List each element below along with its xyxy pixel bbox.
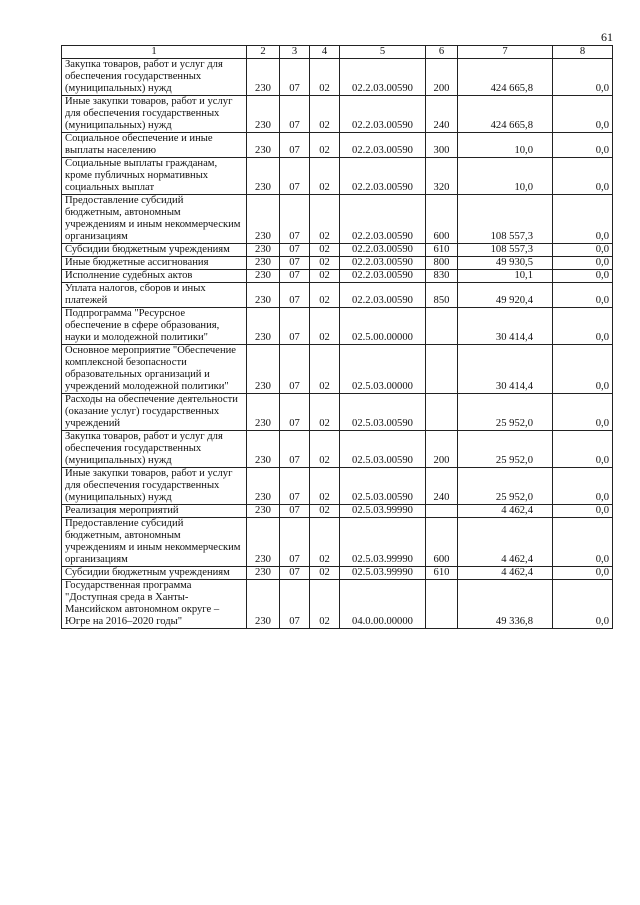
target-article-cell: 02.2.03.00590 <box>340 133 426 158</box>
amount-cell: 0,0 <box>553 505 613 518</box>
ministry-code-cell: 230 <box>247 195 280 244</box>
amount-cell: 0,0 <box>553 308 613 345</box>
header-cell: 4 <box>310 46 340 59</box>
header-cell: 6 <box>426 46 458 59</box>
item-name-cell: Иные закупки товаров, работ и услуг для обеспечения государственных (муниципальных) нужд <box>62 468 247 505</box>
section-code-cell: 07 <box>280 518 310 567</box>
target-article-cell: 02.2.03.00590 <box>340 244 426 257</box>
target-article-cell: 02.2.03.00590 <box>340 96 426 133</box>
expense-type-cell: 610 <box>426 244 458 257</box>
table-row <box>62 518 613 567</box>
section-code-cell: 07 <box>280 394 310 431</box>
subsection-code-cell: 02 <box>310 567 340 580</box>
item-name-cell: Государственная программа "Доступная среда в Ханты-Мансийском автономном округе – Югре на 2016–2020 годы" <box>62 580 247 629</box>
table-row <box>62 283 613 308</box>
table-row <box>62 345 613 394</box>
ministry-code-cell: 230 <box>247 580 280 629</box>
section-code-cell: 07 <box>280 244 310 257</box>
amount-cell: 4 462,4 <box>458 567 553 580</box>
subsection-code-cell: 02 <box>310 431 340 468</box>
item-name-cell: Основное мероприятие "Обеспечение комплексной безопасности образовательных организаций и учреждений молодежной политики" <box>62 345 247 394</box>
ministry-code-cell: 230 <box>247 308 280 345</box>
section-code-cell: 07 <box>280 567 310 580</box>
item-name-cell: Расходы на обеспечение деятельности (оказание услуг) государственных учреждений <box>62 394 247 431</box>
subsection-code-cell: 02 <box>310 59 340 96</box>
target-article-cell: 02.5.03.00590 <box>340 468 426 505</box>
target-article-cell: 02.2.03.00590 <box>340 195 426 244</box>
ministry-code-cell: 230 <box>247 244 280 257</box>
section-code-cell: 07 <box>280 59 310 96</box>
amount-cell: 0,0 <box>553 158 613 195</box>
amount-cell: 0,0 <box>553 133 613 158</box>
item-name-cell: Субсидии бюджетным учреждениям <box>62 567 247 580</box>
amount-cell: 0,0 <box>553 270 613 283</box>
subsection-code-cell: 02 <box>310 468 340 505</box>
expense-type-cell: 200 <box>426 59 458 96</box>
amount-cell: 0,0 <box>553 283 613 308</box>
amount-cell: 0,0 <box>553 468 613 505</box>
subsection-code-cell: 02 <box>310 283 340 308</box>
amount-cell: 424 665,8 <box>458 96 553 133</box>
amount-cell: 49 930,5 <box>458 257 553 270</box>
amount-cell: 10,1 <box>458 270 553 283</box>
header-row <box>62 46 613 59</box>
amount-cell: 25 952,0 <box>458 468 553 505</box>
expense-type-cell <box>426 505 458 518</box>
expense-type-cell: 610 <box>426 567 458 580</box>
target-article-cell: 02.5.03.00590 <box>340 431 426 468</box>
amount-cell: 25 952,0 <box>458 394 553 431</box>
ministry-code-cell: 230 <box>247 257 280 270</box>
section-code-cell: 07 <box>280 195 310 244</box>
target-article-cell: 02.2.03.00590 <box>340 59 426 96</box>
item-name-cell: Реализация мероприятий <box>62 505 247 518</box>
subsection-code-cell: 02 <box>310 270 340 283</box>
header-cell: 2 <box>247 46 280 59</box>
amount-cell: 0,0 <box>553 96 613 133</box>
expense-type-cell: 320 <box>426 158 458 195</box>
header-cell: 1 <box>62 46 247 59</box>
item-name-cell: Иные бюджетные ассигнования <box>62 257 247 270</box>
section-code-cell: 07 <box>280 133 310 158</box>
amount-cell: 108 557,3 <box>458 244 553 257</box>
item-name-cell: Иные закупки товаров, работ и услуг для обеспечения государственных (муниципальных) нужд <box>62 96 247 133</box>
ministry-code-cell: 230 <box>247 133 280 158</box>
target-article-cell: 02.5.03.99990 <box>340 505 426 518</box>
table-row <box>62 431 613 468</box>
item-name-cell: Социальное обеспечение и иные выплаты населению <box>62 133 247 158</box>
amount-cell: 30 414,4 <box>458 308 553 345</box>
subsection-code-cell: 02 <box>310 580 340 629</box>
table-row <box>62 195 613 244</box>
table-row <box>62 580 613 629</box>
ministry-code-cell: 230 <box>247 394 280 431</box>
expense-type-cell: 600 <box>426 518 458 567</box>
section-code-cell: 07 <box>280 270 310 283</box>
amount-cell: 0,0 <box>553 394 613 431</box>
item-name-cell: Исполнение судебных актов <box>62 270 247 283</box>
expense-type-cell: 800 <box>426 257 458 270</box>
subsection-code-cell: 02 <box>310 518 340 567</box>
amount-cell: 0,0 <box>553 567 613 580</box>
section-code-cell: 07 <box>280 345 310 394</box>
table-row <box>62 158 613 195</box>
expense-type-cell: 850 <box>426 283 458 308</box>
amount-cell: 4 462,4 <box>458 505 553 518</box>
item-name-cell: Подпрограмма "Ресурсное обеспечение в сфере образования, науки и молодежной политики" <box>62 308 247 345</box>
expense-type-cell <box>426 580 458 629</box>
target-article-cell: 04.0.00.00000 <box>340 580 426 629</box>
section-code-cell: 07 <box>280 257 310 270</box>
subsection-code-cell: 02 <box>310 257 340 270</box>
page-number: 61 <box>601 30 613 44</box>
table-row <box>62 505 613 518</box>
expense-type-cell: 240 <box>426 468 458 505</box>
header-cell: 5 <box>340 46 426 59</box>
ministry-code-cell: 230 <box>247 345 280 394</box>
table-row <box>62 567 613 580</box>
header-cell: 7 <box>458 46 553 59</box>
target-article-cell: 02.5.03.99990 <box>340 567 426 580</box>
subsection-code-cell: 02 <box>310 345 340 394</box>
item-name-cell: Предоставление субсидий бюджетным, автономным учреждениям и иным некоммерческим организациям <box>62 195 247 244</box>
amount-cell: 49 336,8 <box>458 580 553 629</box>
section-code-cell: 07 <box>280 431 310 468</box>
amount-cell: 108 557,3 <box>458 195 553 244</box>
amount-cell: 49 920,4 <box>458 283 553 308</box>
section-code-cell: 07 <box>280 505 310 518</box>
target-article-cell: 02.2.03.00590 <box>340 270 426 283</box>
target-article-cell: 02.5.03.99990 <box>340 518 426 567</box>
amount-cell: 0,0 <box>553 345 613 394</box>
expense-type-cell <box>426 308 458 345</box>
amount-cell: 30 414,4 <box>458 345 553 394</box>
section-code-cell: 07 <box>280 283 310 308</box>
table-row <box>62 96 613 133</box>
target-article-cell: 02.5.03.00000 <box>340 345 426 394</box>
header-cell: 8 <box>553 46 613 59</box>
ministry-code-cell: 230 <box>247 96 280 133</box>
ministry-code-cell: 230 <box>247 468 280 505</box>
subsection-code-cell: 02 <box>310 158 340 195</box>
ministry-code-cell: 230 <box>247 158 280 195</box>
expense-type-cell <box>426 345 458 394</box>
amount-cell: 424 665,8 <box>458 59 553 96</box>
section-code-cell: 07 <box>280 468 310 505</box>
amount-cell: 0,0 <box>553 59 613 96</box>
ministry-code-cell: 230 <box>247 283 280 308</box>
budget-table <box>61 45 613 629</box>
amount-cell: 10,0 <box>458 133 553 158</box>
item-name-cell: Закупка товаров, работ и услуг для обеспечения государственных (муниципальных) нужд <box>62 59 247 96</box>
amount-cell: 0,0 <box>553 257 613 270</box>
item-name-cell: Уплата налогов, сборов и иных платежей <box>62 283 247 308</box>
subsection-code-cell: 02 <box>310 133 340 158</box>
item-name-cell: Закупка товаров, работ и услуг для обеспечения государственных (муниципальных) нужд <box>62 431 247 468</box>
subsection-code-cell: 02 <box>310 394 340 431</box>
ministry-code-cell: 230 <box>247 431 280 468</box>
table-row <box>62 59 613 96</box>
ministry-code-cell: 230 <box>247 567 280 580</box>
table-row <box>62 468 613 505</box>
table-row <box>62 270 613 283</box>
item-name-cell: Социальные выплаты гражданам, кроме публичных нормативных социальных выплат <box>62 158 247 195</box>
amount-cell: 0,0 <box>553 195 613 244</box>
ministry-code-cell: 230 <box>247 59 280 96</box>
expense-type-cell: 830 <box>426 270 458 283</box>
amount-cell: 0,0 <box>553 580 613 629</box>
section-code-cell: 07 <box>280 580 310 629</box>
subsection-code-cell: 02 <box>310 505 340 518</box>
expense-type-cell: 300 <box>426 133 458 158</box>
ministry-code-cell: 230 <box>247 505 280 518</box>
target-article-cell: 02.2.03.00590 <box>340 257 426 270</box>
amount-cell: 0,0 <box>553 244 613 257</box>
target-article-cell: 02.2.03.00590 <box>340 158 426 195</box>
target-article-cell: 02.5.00.00000 <box>340 308 426 345</box>
section-code-cell: 07 <box>280 96 310 133</box>
table-row <box>62 394 613 431</box>
ministry-code-cell: 230 <box>247 518 280 567</box>
amount-cell: 25 952,0 <box>458 431 553 468</box>
section-code-cell: 07 <box>280 308 310 345</box>
table-row <box>62 257 613 270</box>
expense-type-cell <box>426 394 458 431</box>
ministry-code-cell: 230 <box>247 270 280 283</box>
item-name-cell: Предоставление субсидий бюджетным, автономным учреждениям и иным некоммерческим организациям <box>62 518 247 567</box>
subsection-code-cell: 02 <box>310 195 340 244</box>
table-row <box>62 244 613 257</box>
amount-cell: 4 462,4 <box>458 518 553 567</box>
expense-type-cell: 600 <box>426 195 458 244</box>
target-article-cell: 02.5.03.00590 <box>340 394 426 431</box>
amount-cell: 0,0 <box>553 431 613 468</box>
expense-type-cell: 240 <box>426 96 458 133</box>
subsection-code-cell: 02 <box>310 244 340 257</box>
table-row <box>62 308 613 345</box>
amount-cell: 0,0 <box>553 518 613 567</box>
section-code-cell: 07 <box>280 158 310 195</box>
expense-type-cell: 200 <box>426 431 458 468</box>
table-row <box>62 133 613 158</box>
amount-cell: 10,0 <box>458 158 553 195</box>
target-article-cell: 02.2.03.00590 <box>340 283 426 308</box>
header-cell: 3 <box>280 46 310 59</box>
item-name-cell: Субсидии бюджетным учреждениям <box>62 244 247 257</box>
subsection-code-cell: 02 <box>310 96 340 133</box>
subsection-code-cell: 02 <box>310 308 340 345</box>
